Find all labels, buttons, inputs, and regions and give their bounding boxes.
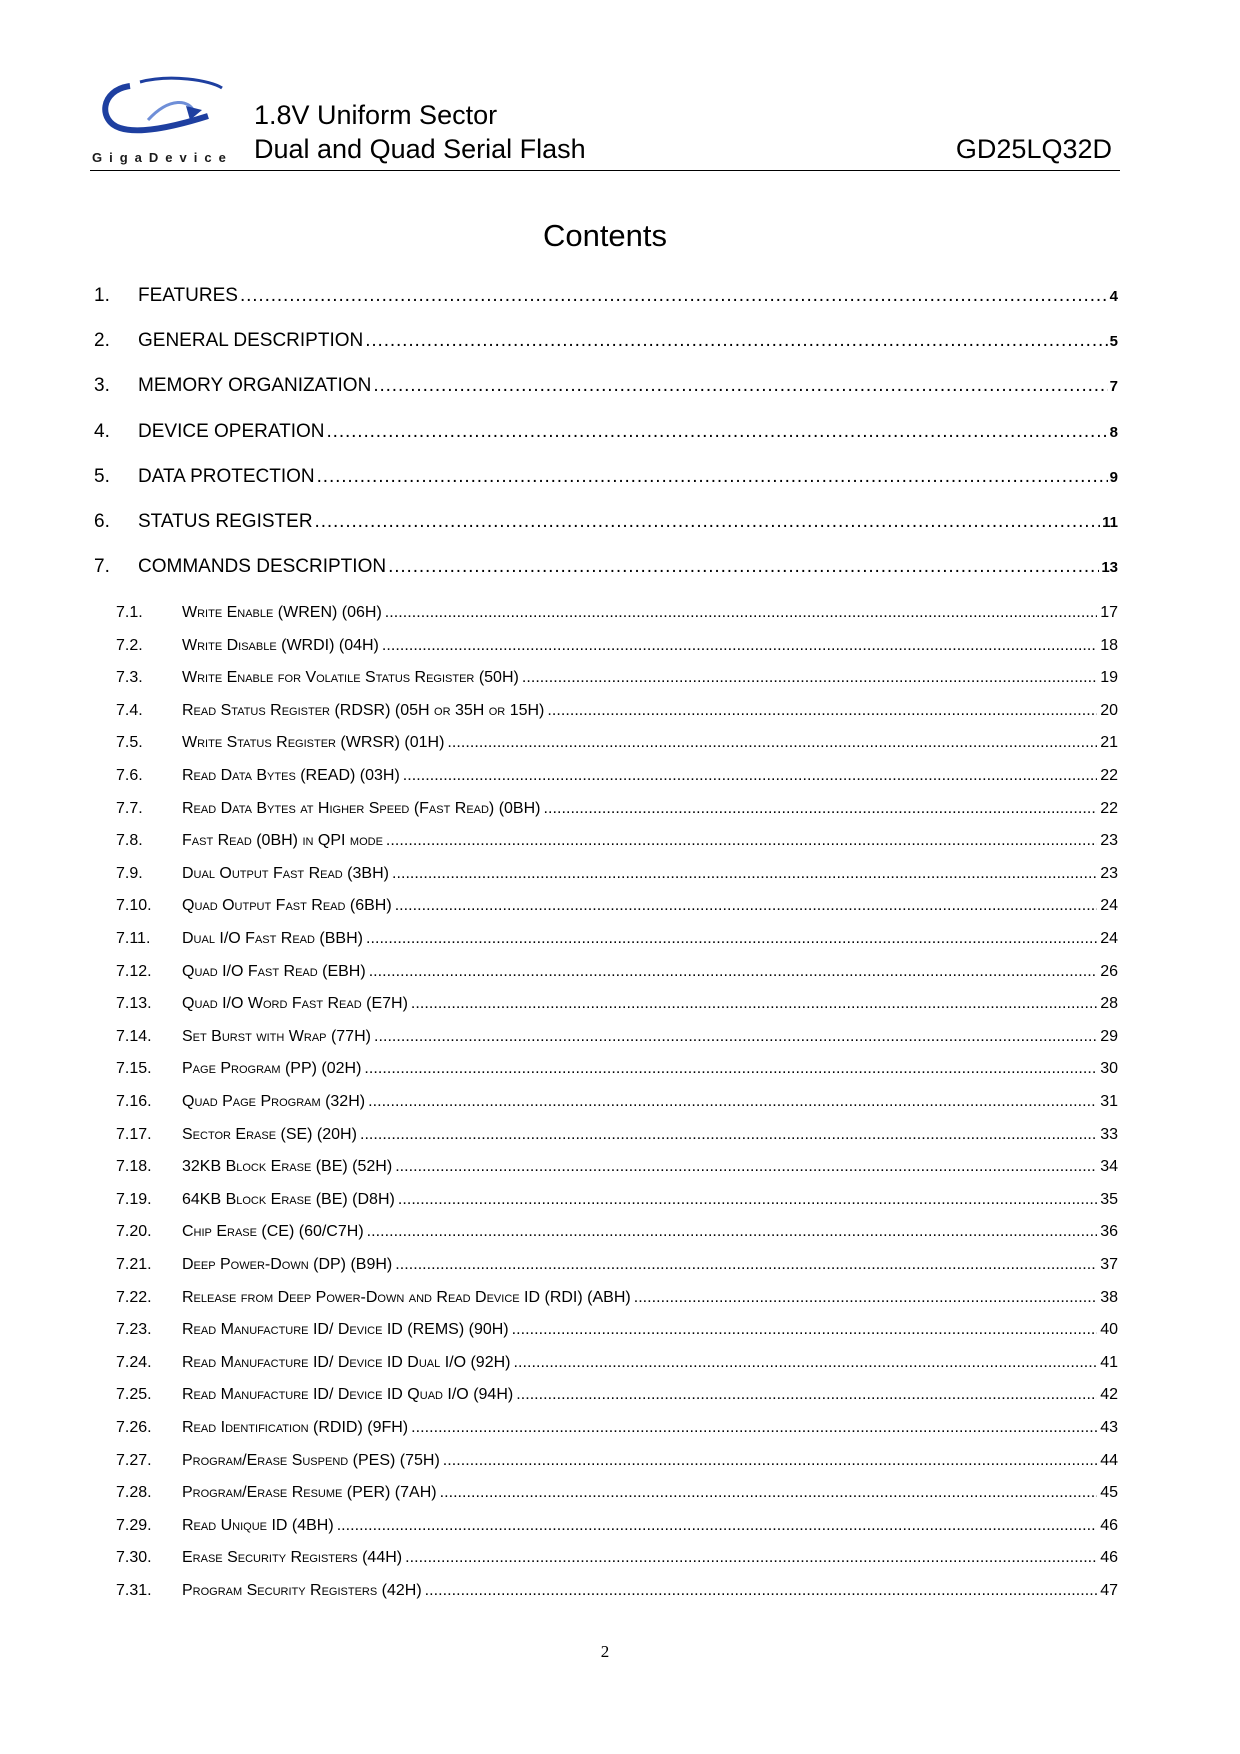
logo-swoosh-icon — [90, 76, 250, 156]
toc-entry-label: Read Unique ID (4BH) — [182, 1516, 334, 1534]
toc-entry-subsection-2[interactable] — [116, 637, 1118, 659]
toc-entry-page: 23 — [1100, 864, 1118, 882]
toc-entry-leader — [365, 330, 1107, 352]
toc-entry-number: 7.4. — [116, 701, 143, 719]
toc-entry-subsection-31[interactable] — [116, 1582, 1118, 1604]
toc-entry-page: 20 — [1100, 701, 1118, 719]
toc-entry-page: 43 — [1100, 1419, 1118, 1436]
toc-entry-page: 46 — [1100, 1549, 1118, 1567]
toc-entry-subsection-22[interactable] — [116, 1289, 1118, 1311]
toc-entry-page: 21 — [1100, 734, 1118, 752]
toc-entry-page: 22 — [1100, 767, 1118, 784]
toc-entry-number: 7.28. — [116, 1484, 152, 1502]
toc-entry-page: 42 — [1100, 1386, 1118, 1404]
toc-entry-label: Read Data Bytes at Higher Speed (Fast Read) (0BH) — [182, 799, 541, 817]
toc-entry-leader — [443, 1452, 1097, 1470]
toc-entry-label: Quad Output Fast Read (6BH) — [182, 897, 392, 915]
toc-entry-number: 7.16. — [116, 1093, 152, 1110]
doc-title-line1: 1.8V Uniform Sector — [254, 100, 498, 130]
toc-entry-page: 35 — [1100, 1190, 1118, 1208]
toc-entry-leader — [398, 1191, 1097, 1209]
toc-entry-section-6[interactable] — [94, 511, 1118, 535]
toc-entry-subsection-16[interactable] — [116, 1093, 1118, 1115]
toc-entry-label: Quad Page Program (32H) — [182, 1093, 366, 1110]
toc-entry-leader — [364, 1060, 1097, 1078]
toc-entry-page: 18 — [1100, 636, 1118, 654]
toc-entry-leader — [327, 421, 1108, 443]
page-header — [90, 76, 1120, 171]
toc-entry-subsection-15[interactable] — [116, 1060, 1118, 1082]
toc-entry-leader — [522, 669, 1097, 687]
toc-entry-leader — [425, 1582, 1098, 1600]
toc-entry-number: 7.11. — [116, 930, 151, 947]
toc-entry-leader — [395, 1256, 1097, 1274]
toc-entry-leader — [516, 1386, 1097, 1404]
toc-entry-leader — [369, 963, 1098, 981]
toc-entry-page: 22 — [1100, 799, 1118, 817]
toc-entry-label: Dual I/O Fast Read (BBH) — [182, 930, 363, 947]
toc-entry-leader — [403, 767, 1097, 785]
toc-entry-page: 34 — [1100, 1158, 1118, 1176]
toc-entry-leader — [374, 1028, 1097, 1046]
toc-entry-label: 32KB Block Erase (BE) (52H) — [182, 1158, 393, 1176]
toc-entry-subsection-24[interactable] — [116, 1354, 1118, 1376]
toc-entry-subsection-1[interactable] — [116, 604, 1118, 626]
toc-entry-page: 5 — [1109, 333, 1118, 351]
toc-entry-subsection-17[interactable] — [116, 1126, 1118, 1148]
toc-entry-page: 30 — [1100, 1060, 1118, 1078]
toc-entry-subsection-20[interactable] — [116, 1223, 1118, 1245]
toc-entry-number: 6. — [94, 511, 110, 532]
toc-entry-page: 17 — [1100, 604, 1118, 621]
page-number: 2 — [600, 1642, 610, 1661]
toc-entry-label: Write Enable (WREN) (06H) — [182, 604, 382, 621]
toc-entry-leader — [514, 1354, 1098, 1372]
toc-entry-label: Set Burst with Wrap (77H) — [182, 1027, 371, 1045]
toc-entry-leader — [385, 604, 1097, 622]
toc-entry-number: 7.7. — [116, 799, 143, 817]
toc-entry-number: 7.10. — [116, 897, 152, 915]
toc-entry-label: Erase Security Registers (44H) — [182, 1549, 403, 1567]
toc-entry-leader — [395, 1158, 1097, 1176]
toc-entry-subsection-13[interactable] — [116, 995, 1118, 1017]
toc-entry-label: Write Enable for Volatile Status Register (50H) — [182, 669, 519, 687]
toc-entry-leader — [382, 637, 1097, 655]
toc-entry-subsection-29[interactable] — [116, 1517, 1118, 1539]
toc-entry-subsection-30[interactable] — [116, 1549, 1118, 1571]
toc-entry-number: 1. — [94, 285, 110, 306]
toc-entry-label: COMMANDS DESCRIPTION — [138, 556, 387, 578]
toc-entry-page: 7 — [1109, 378, 1118, 396]
toc-entry-leader — [366, 930, 1097, 948]
toc-entry-subsection-26[interactable] — [116, 1419, 1118, 1441]
toc-entry-subsection-10[interactable] — [116, 897, 1118, 919]
toc-entry-subsection-7[interactable] — [116, 800, 1118, 822]
toc-entry-number: 7.9. — [116, 864, 143, 882]
toc-entry-leader — [360, 1126, 1097, 1144]
doc-title-line2: Dual and Quad Serial Flash — [254, 134, 586, 164]
toc-entry-subsection-14[interactable] — [116, 1028, 1118, 1050]
toc-entry-page: 47 — [1100, 1582, 1118, 1599]
toc-entry-leader — [447, 734, 1097, 752]
toc-entry-label: Write Status Register (WRSR) (01H) — [182, 734, 445, 752]
toc-entry-subsection-19[interactable] — [116, 1191, 1118, 1213]
toc-entry-subsection-8[interactable] — [116, 832, 1118, 854]
toc-entry-label: 64KB Block Erase (BE) (D8H) — [182, 1190, 395, 1208]
toc-entry-label: Release from Deep Power-Down and Read Device ID (RDI) (ABH) — [182, 1288, 631, 1306]
toc-entry-number: 7.19. — [116, 1190, 152, 1208]
toc-entry-leader — [634, 1289, 1098, 1307]
toc-entry-label: DEVICE OPERATION — [138, 420, 325, 442]
toc-entry-number: 7.2. — [116, 636, 143, 654]
toc-entry-number: 7.21. — [116, 1256, 152, 1273]
toc-entry-page: 33 — [1100, 1125, 1118, 1143]
gigadevice-logo — [90, 76, 250, 171]
toc-entry-label: STATUS REGISTER — [138, 511, 313, 532]
toc-entry-number: 7.14. — [116, 1027, 152, 1045]
toc-entry-label: FEATURES — [138, 285, 238, 306]
toc-entry-page: 26 — [1100, 962, 1118, 980]
toc-entry-number: 7.8. — [116, 832, 143, 850]
toc-entry-page: 38 — [1100, 1288, 1118, 1306]
toc-entry-number: 7.30. — [116, 1549, 152, 1567]
toc-entry-number: 7.31. — [116, 1582, 152, 1599]
toc-entry-number: 7.18. — [116, 1158, 152, 1176]
toc-entry-number: 5. — [94, 465, 110, 487]
toc-entry-page: 31 — [1100, 1093, 1118, 1110]
toc-entry-subsection-25[interactable] — [116, 1386, 1118, 1408]
toc-entry-page: 24 — [1100, 930, 1118, 947]
toc-entry-subsection-9[interactable] — [116, 865, 1118, 887]
toc-entry-number: 7.6. — [116, 767, 143, 784]
toc-entry-number: 7.13. — [116, 995, 152, 1013]
toc-entry-leader — [395, 897, 1098, 915]
toc-entry-label: DATA PROTECTION — [138, 465, 315, 487]
toc-entry-page: 44 — [1100, 1451, 1118, 1469]
toc-entry-page: 41 — [1100, 1353, 1118, 1371]
toc-entry-leader — [392, 865, 1097, 883]
toc-entry-subsection-12[interactable] — [116, 963, 1118, 985]
toc-entry-number: 7.27. — [116, 1451, 152, 1469]
toc-entry-subsection-18[interactable] — [116, 1158, 1118, 1180]
toc-entry-number: 7.17. — [116, 1125, 152, 1143]
logo-text: GigaDevice — [92, 150, 233, 165]
toc-entry-leader — [317, 466, 1108, 488]
header-divider — [90, 170, 1120, 171]
toc-entry-number: 7.20. — [116, 1223, 152, 1241]
toc-entry-leader — [388, 556, 1099, 578]
toc-entry-section-7[interactable] — [94, 556, 1118, 580]
toc-entry-label: GENERAL DESCRIPTION — [138, 330, 364, 352]
toc-entry-page: 24 — [1100, 897, 1118, 915]
toc-entry-subsection-4[interactable] — [116, 702, 1118, 724]
toc-entry-label: Dual Output Fast Read (3BH) — [182, 864, 389, 882]
toc-entry-subsection-3[interactable] — [116, 669, 1118, 691]
toc-entry-subsection-21[interactable] — [116, 1256, 1118, 1278]
contents-heading: Contents — [542, 218, 668, 253]
toc-entry-section-1[interactable] — [94, 285, 1118, 309]
toc-entry-label: Program/Erase Resume (PER) (7AH) — [182, 1484, 437, 1502]
toc-entry-section-2[interactable] — [94, 330, 1118, 354]
toc-entry-leader — [411, 995, 1097, 1013]
toc-entry-number: 7.25. — [116, 1386, 152, 1404]
toc-entry-number: 3. — [94, 375, 110, 397]
toc-entry-label: Program/Erase Suspend (PES) (75H) — [182, 1451, 440, 1469]
toc-entry-number: 7.5. — [116, 734, 143, 752]
toc-entry-leader — [411, 1419, 1097, 1437]
toc-entry-number: 7.15. — [116, 1060, 152, 1078]
toc-entry-leader — [315, 511, 1101, 533]
toc-entry-page: 46 — [1100, 1516, 1118, 1534]
toc-entry-subsection-28[interactable] — [116, 1484, 1118, 1506]
toc-entry-label: Quad I/O Word Fast Read (E7H) — [182, 995, 408, 1013]
part-number: GD25LQ32D — [955, 134, 1112, 164]
toc-entry-leader — [544, 800, 1098, 818]
toc-entry-leader — [373, 375, 1107, 397]
toc-entry-leader — [405, 1549, 1097, 1567]
toc-entry-page: 45 — [1100, 1484, 1118, 1502]
toc-entry-page: 8 — [1109, 423, 1118, 441]
toc-entry-number: 7.29. — [116, 1516, 152, 1534]
toc-entry-leader — [547, 702, 1097, 720]
toc-entry-label: MEMORY ORGANIZATION — [138, 375, 372, 397]
toc-entry-subsection-5[interactable] — [116, 734, 1118, 756]
toc-entry-number: 7.12. — [116, 962, 152, 980]
toc-entry-leader — [512, 1321, 1098, 1339]
toc-entry-section-4[interactable] — [94, 421, 1118, 445]
toc-entry-page: 11 — [1102, 514, 1118, 531]
toc-entry-subsection-6[interactable] — [116, 767, 1118, 789]
toc-entry-page: 23 — [1100, 832, 1118, 850]
toc-entry-label: Page Program (PP) (02H) — [182, 1060, 362, 1078]
toc-entry-number: 7.24. — [116, 1353, 152, 1371]
toc-entry-number: 7.1. — [116, 604, 143, 621]
toc-entry-label: Deep Power-Down (DP) (B9H) — [182, 1256, 393, 1273]
toc-entry-leader — [337, 1517, 1098, 1535]
toc-entry-leader — [368, 1093, 1097, 1111]
toc-entry-section-5[interactable] — [94, 466, 1118, 490]
toc-entry-label: Read Status Register (RDSR) (05H or 35H or 15H) — [182, 701, 545, 719]
toc-entry-page: 9 — [1109, 468, 1118, 486]
toc-entry-label: Sector Erase (SE) (20H) — [182, 1125, 357, 1143]
toc-entry-number: 4. — [94, 420, 110, 442]
toc-entry-page: 4 — [1109, 288, 1118, 305]
toc-entry-subsection-23[interactable] — [116, 1321, 1118, 1343]
toc-entry-number: 7.22. — [116, 1288, 152, 1306]
toc-entry-leader — [367, 1223, 1098, 1241]
toc-entry-page: 13 — [1101, 559, 1118, 577]
toc-entry-label: Read Manufacture ID/ Device ID Dual I/O (92H) — [182, 1353, 511, 1371]
toc-entry-number: 7.3. — [116, 669, 143, 687]
toc-entry-label: Read Manufacture ID/ Device ID Quad I/O (94H) — [182, 1386, 514, 1404]
toc-entry-number: 7.23. — [116, 1321, 152, 1339]
toc-entry-page: 36 — [1100, 1223, 1118, 1241]
toc-entry-page: 37 — [1100, 1256, 1118, 1273]
toc-entry-section-3[interactable] — [94, 375, 1118, 399]
toc-entry-label: Chip Erase (CE) (60/C7H) — [182, 1223, 364, 1241]
toc-entry-label: Read Data Bytes (READ) (03H) — [182, 767, 400, 784]
toc-entry-label: Read Identification (RDID) (9FH) — [182, 1419, 409, 1436]
toc-entry-leader — [386, 832, 1097, 850]
toc-entry-leader — [240, 285, 1108, 307]
toc-entry-label: Program Security Registers (42H) — [182, 1582, 422, 1599]
toc-entry-label: Fast Read (0BH) in QPI mode — [182, 832, 383, 850]
toc-entry-page: 29 — [1100, 1027, 1118, 1045]
toc-entry-subsection-27[interactable] — [116, 1452, 1118, 1474]
toc-entry-page: 28 — [1100, 995, 1118, 1013]
toc-entry-number: 7.26. — [116, 1419, 152, 1436]
toc-entry-label: Read Manufacture ID/ Device ID (REMS) (90H) — [182, 1321, 509, 1339]
toc-entry-subsection-11[interactable] — [116, 930, 1118, 952]
toc-entry-number: 7. — [94, 556, 110, 578]
toc-entry-page: 40 — [1100, 1321, 1118, 1339]
toc-entry-page: 19 — [1100, 669, 1118, 687]
toc-entry-label: Quad I/O Fast Read (EBH) — [182, 962, 366, 980]
toc-entry-number: 2. — [94, 330, 110, 352]
toc-entry-label: Write Disable (WRDI) (04H) — [182, 636, 379, 654]
toc-entry-leader — [440, 1484, 1098, 1502]
